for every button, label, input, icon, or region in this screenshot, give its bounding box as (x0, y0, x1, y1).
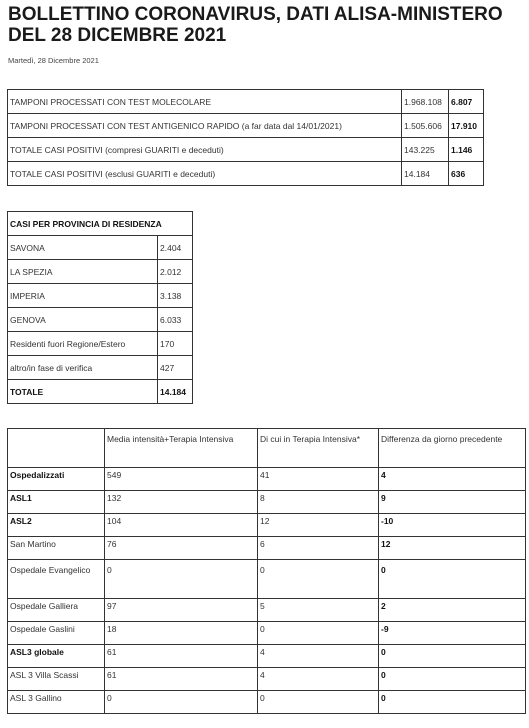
hospital-media: 97 (105, 599, 258, 622)
hospital-name: Ospedalizzati (8, 468, 105, 491)
hospital-ti: 4 (258, 645, 379, 668)
hospital-diff: 9 (379, 491, 526, 514)
hospital-ti: 0 (258, 691, 379, 714)
hospital-diff: 0 (379, 691, 526, 714)
province-value: 2.012 (158, 260, 193, 284)
row-delta: 17.910 (449, 114, 484, 138)
table-row (8, 356, 193, 380)
hospital-ti: 4 (258, 668, 379, 691)
table-row (8, 162, 484, 186)
table-row (8, 284, 193, 308)
hospital-diff: 2 (379, 599, 526, 622)
table-row (8, 622, 526, 645)
row-label: TAMPONI PROCESSATI CON TEST MOLECOLARE (8, 90, 402, 114)
column-header: Di cui in Terapia Intensiva* (258, 429, 379, 468)
row-label: TAMPONI PROCESSATI CON TEST ANTIGENICO RAPIDO (a far data dal 14/01/2021) (8, 114, 402, 138)
hospital-name: ASL1 (8, 491, 105, 514)
column-header (8, 429, 105, 468)
table-row (8, 599, 526, 622)
table-row (8, 260, 193, 284)
table-row (8, 514, 526, 537)
tamponi-table (7, 89, 484, 186)
table-row (8, 668, 526, 691)
table-row (8, 537, 526, 560)
table-row (8, 90, 484, 114)
row-label: TOTALE CASI POSITIVI (esclusi GUARITI e deceduti) (8, 162, 402, 186)
table-row (8, 138, 484, 162)
row-delta: 6.807 (449, 90, 484, 114)
publication-date: Martedì, 28 Dicembre 2021 (8, 56, 99, 65)
hospital-ti: 0 (258, 622, 379, 645)
table-row (8, 560, 526, 599)
table-total-row (8, 380, 193, 404)
hospital-ti: 41 (258, 468, 379, 491)
hospital-name: ASL3 globale (8, 645, 105, 668)
province-total-value: 14.184 (158, 380, 193, 404)
hospital-diff: 0 (379, 560, 526, 599)
hospital-ti: 0 (258, 560, 379, 599)
hospital-diff: 4 (379, 468, 526, 491)
hospital-media: 132 (105, 491, 258, 514)
row-total: 1.968.108 (402, 90, 449, 114)
hospital-name: Ospedale Evangelico (8, 560, 105, 599)
hospital-diff: 0 (379, 668, 526, 691)
hospital-diff: -10 (379, 514, 526, 537)
province-value: 170 (158, 332, 193, 356)
table-header-row (8, 429, 526, 468)
table-row (8, 468, 526, 491)
table-row (8, 236, 193, 260)
hospital-media: 76 (105, 537, 258, 560)
hospital-media: 549 (105, 468, 258, 491)
province-value: 2.404 (158, 236, 193, 260)
table-row (8, 332, 193, 356)
hospital-name: Ospedale Gaslini (8, 622, 105, 645)
province-header: CASI PER PROVINCIA DI RESIDENZA (8, 212, 193, 236)
row-total: 143.225 (402, 138, 449, 162)
table-row (8, 491, 526, 514)
hospital-table (7, 428, 526, 714)
row-total: 14.184 (402, 162, 449, 186)
column-header: Differenza da giorno precedente (379, 429, 526, 468)
province-name: Residenti fuori Regione/Estero (8, 332, 158, 356)
hospital-media: 0 (105, 560, 258, 599)
hospital-name: ASL2 (8, 514, 105, 537)
hospital-name: San Martino (8, 537, 105, 560)
hospital-media: 0 (105, 691, 258, 714)
province-name: GENOVA (8, 308, 158, 332)
hospital-ti: 12 (258, 514, 379, 537)
province-value: 6.033 (158, 308, 193, 332)
province-name: altro/in fase di verifica (8, 356, 158, 380)
hospital-diff: -9 (379, 622, 526, 645)
hospital-name: Ospedale Galliera (8, 599, 105, 622)
province-name: SAVONA (8, 236, 158, 260)
row-delta: 636 (449, 162, 484, 186)
hospital-name: ASL 3 Gallino (8, 691, 105, 714)
column-header: Media intensità+Terapia Intensiva (105, 429, 258, 468)
row-delta: 1.146 (449, 138, 484, 162)
hospital-name: ASL 3 Villa Scassi (8, 668, 105, 691)
table-row (8, 114, 484, 138)
hospital-media: 104 (105, 514, 258, 537)
province-name: LA SPEZIA (8, 260, 158, 284)
province-value: 427 (158, 356, 193, 380)
row-total: 1.505.606 (402, 114, 449, 138)
hospital-diff: 0 (379, 645, 526, 668)
hospital-ti: 6 (258, 537, 379, 560)
row-label: TOTALE CASI POSITIVI (compresi GUARITI e deceduti) (8, 138, 402, 162)
page-title: BOLLETTINO CORONAVIRUS, DATI ALISA-MINISTERO DEL 28 DICEMBRE 2021 (8, 4, 503, 46)
hospital-media: 61 (105, 645, 258, 668)
hospital-ti: 5 (258, 599, 379, 622)
table-row (8, 308, 193, 332)
hospital-ti: 8 (258, 491, 379, 514)
table-header-row (8, 212, 193, 236)
hospital-diff: 12 (379, 537, 526, 560)
table-row (8, 691, 526, 714)
province-table (7, 211, 193, 404)
hospital-media: 18 (105, 622, 258, 645)
province-name: IMPERIA (8, 284, 158, 308)
province-total-label: TOTALE (8, 380, 158, 404)
province-value: 3.138 (158, 284, 193, 308)
table-row (8, 645, 526, 668)
hospital-media: 61 (105, 668, 258, 691)
